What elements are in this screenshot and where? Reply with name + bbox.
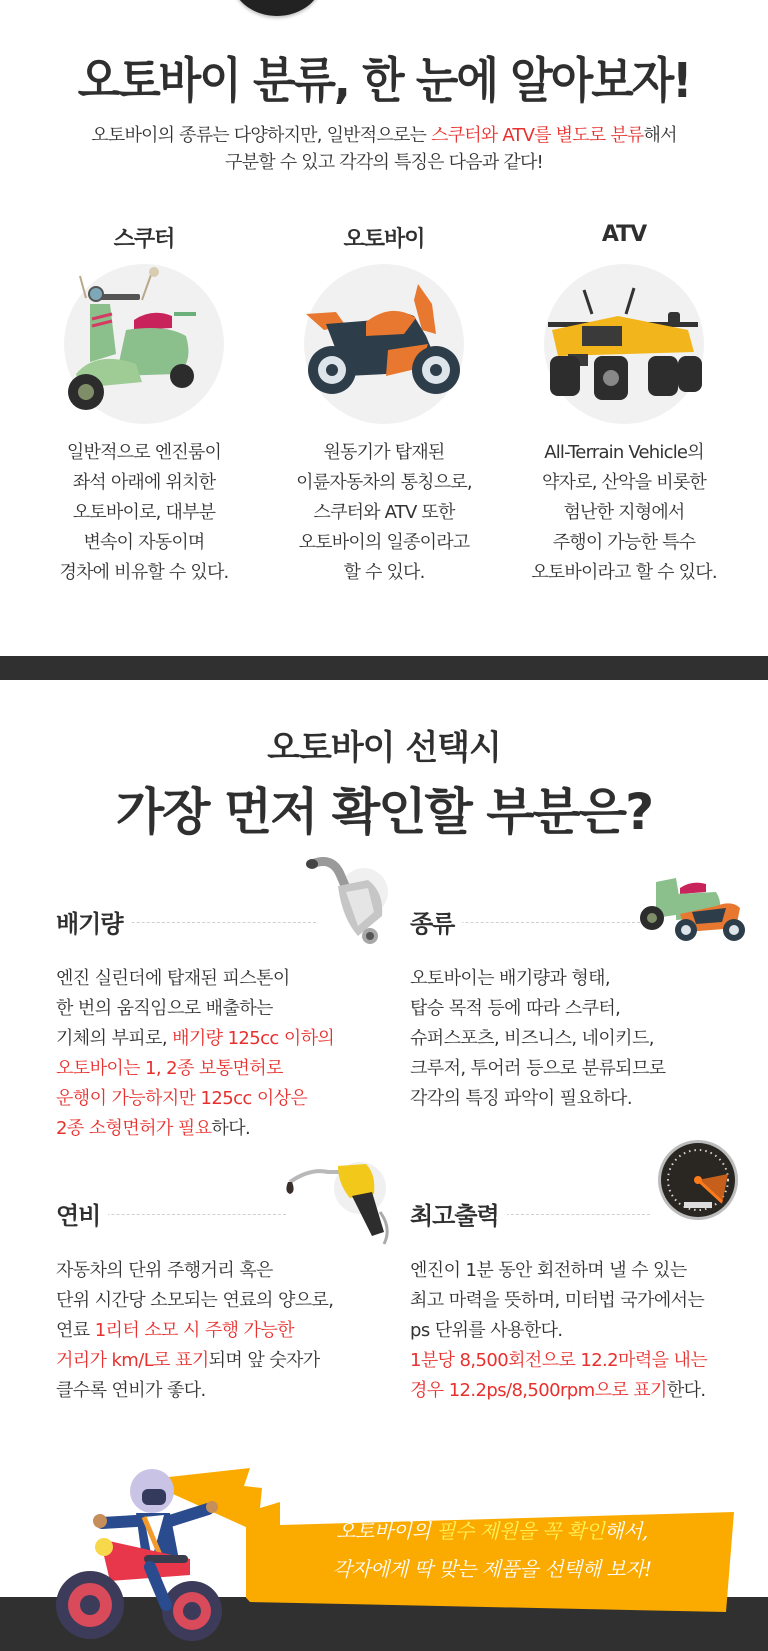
text-line (56, 1346, 386, 1376)
sport-motorcycle-icon (304, 264, 464, 424)
banner-highlight: 필수 제원을 꼭 확인 (436, 1519, 605, 1543)
text-segment: 연료 (56, 1320, 95, 1341)
scooter-and-motorcycle-icon (636, 852, 746, 942)
desc-line: 오토바이의 일종이라고 (298, 532, 470, 553)
text-segment: 기체의 부피로, (56, 1028, 173, 1049)
text-line: 슈퍼스포츠, 비즈니스, 네이키드, (410, 1028, 654, 1049)
banner-line (262, 1512, 722, 1550)
desc-line: 험난한 지형에서 (563, 502, 685, 523)
selection-title-line2: 가장 먼저 확인할 부분은? (115, 783, 653, 841)
selection-title-line1: 오토바이 선택시 (267, 728, 501, 768)
text-line: 오토바이는 배기량과 형태, (410, 968, 611, 989)
desc-line: 변속이 자동이며 (83, 532, 205, 553)
text-highlight: 오토바이는 1, 2종 보통면허로 (56, 1058, 283, 1079)
desc-line: 일반적으로 엔진룸이 (66, 442, 222, 463)
feature-header (56, 1158, 386, 1238)
banner-text: 해서, (604, 1519, 648, 1543)
scooter-icon (64, 264, 224, 424)
type-motorcycle (264, 222, 504, 588)
text-segment: 되며 앞 숫자가 (208, 1350, 320, 1371)
text-highlight: 1분당 8,500회전으로 12.2마력을 내는 (410, 1350, 708, 1371)
desc-line: All-Terrain Vehicle의 (544, 442, 704, 463)
feature-title: 배기량 (56, 904, 131, 939)
muffler-icon (302, 852, 402, 942)
text-line: 클수록 연비가 좋다. (56, 1380, 206, 1401)
feature-description (56, 964, 386, 1144)
text-segment: 하다. (211, 1118, 251, 1139)
text-line (410, 1376, 750, 1406)
type-atv (504, 222, 744, 588)
classification-intro (0, 122, 768, 176)
feature-fuel-economy (56, 1158, 386, 1406)
type-title: 오토바이 (343, 227, 425, 252)
feature-max-power (410, 1158, 750, 1406)
feature-description (410, 964, 740, 1114)
feature-header (410, 866, 740, 946)
banner-line: 각자에게 딱 맞는 제품을 선택해 보자! (332, 1557, 652, 1581)
desc-line: 이륜자동차의 통칭으로, (296, 472, 472, 493)
feature-description (410, 1256, 750, 1406)
intro-text: 구분할 수 있고 각각의 특징은 다음과 같다! (225, 152, 543, 173)
text-line: 단위 시간당 소모되는 연료의 양으로, (56, 1290, 334, 1311)
top-decoration (231, 0, 323, 16)
text-line: 탑승 목적 등에 따라 스쿠터, (410, 998, 621, 1019)
feature-title: 최고출력 (410, 1196, 507, 1231)
feature-title: 종류 (410, 904, 462, 939)
desc-line: 원동기가 탑재된 (323, 442, 445, 463)
text-line: 한 번의 움직임으로 배출하는 (56, 998, 273, 1019)
feature-type (410, 866, 740, 1114)
type-description (504, 438, 744, 588)
text-line: 자동차의 단위 주행거리 혹은 (56, 1260, 273, 1281)
speedometer-icon (656, 1138, 740, 1222)
text-line (56, 1316, 386, 1346)
desc-line: 오토바이라고 할 수 있다. (531, 562, 717, 583)
text-line: 엔진이 1분 동안 회전하며 낼 수 있는 (410, 1260, 687, 1281)
type-description (264, 438, 504, 588)
text-highlight: 운행이 가능하지만 125cc 이상은 (56, 1088, 308, 1109)
text-line: ps 단위를 사용한다. (410, 1320, 563, 1341)
text-highlight: 1리터 소모 시 주행 가능한 (94, 1320, 294, 1341)
type-description (24, 438, 264, 588)
intro-text: 해서 (643, 125, 677, 146)
motorcycle-rider-icon (40, 1455, 230, 1651)
banner-message (262, 1512, 722, 1588)
feature-header (410, 1158, 750, 1238)
text-segment: 한다. (666, 1380, 706, 1401)
desc-line: 스쿠터와 ATV 또한 (313, 502, 455, 523)
feature-header (56, 866, 386, 946)
classification-title: 오토바이 분류, 한 눈에 알아보자! (77, 52, 691, 109)
desc-line: 오토바이로, 대부분 (72, 502, 216, 523)
feature-description (56, 1256, 386, 1406)
banner-text: 오토바이의 (336, 1519, 437, 1543)
text-highlight: 거리가 km/L로 표기 (56, 1350, 209, 1371)
feature-title: 연비 (56, 1196, 108, 1231)
text-highlight: 경우 12.2ps/8,500rpm으로 표기 (410, 1380, 667, 1401)
text-line: 엔진 실린더에 탑재된 피스톤이 (56, 968, 290, 989)
text-highlight: 배기량 125cc 이하의 (172, 1028, 335, 1049)
desc-line: 좌석 아래에 위치한 (72, 472, 216, 493)
desc-line: 경차에 비유할 수 있다. (59, 562, 229, 583)
text-line: 최고 마력을 뜻하며, 미터법 국가에서는 (410, 1290, 705, 1311)
type-scooter (24, 222, 264, 588)
feature-displacement (56, 866, 386, 1144)
desc-line: 약자로, 산악을 비롯한 (541, 472, 707, 493)
section-divider (0, 656, 768, 680)
text-highlight: 2종 소형면허가 필요 (56, 1118, 212, 1139)
atv-icon (544, 264, 704, 424)
text-line (56, 1024, 386, 1054)
fuel-nozzle-icon (280, 1152, 400, 1242)
intro-highlight: 스쿠터와 ATV를 별도로 분류 (431, 125, 644, 146)
text-line: 각각의 특징 파악이 필요하다. (410, 1088, 632, 1109)
intro-text: 오토바이의 종류는 다양하지만, 일반적으로는 (91, 125, 432, 146)
text-line (56, 1114, 386, 1144)
desc-line: 할 수 있다. (343, 562, 425, 583)
type-title: ATV (601, 222, 647, 247)
type-title: 스쿠터 (113, 227, 175, 252)
text-line: 크루저, 투어러 등으로 분류되므로 (410, 1058, 666, 1079)
desc-line: 주행이 가능한 특수 (552, 532, 696, 553)
vehicle-types (0, 222, 768, 602)
